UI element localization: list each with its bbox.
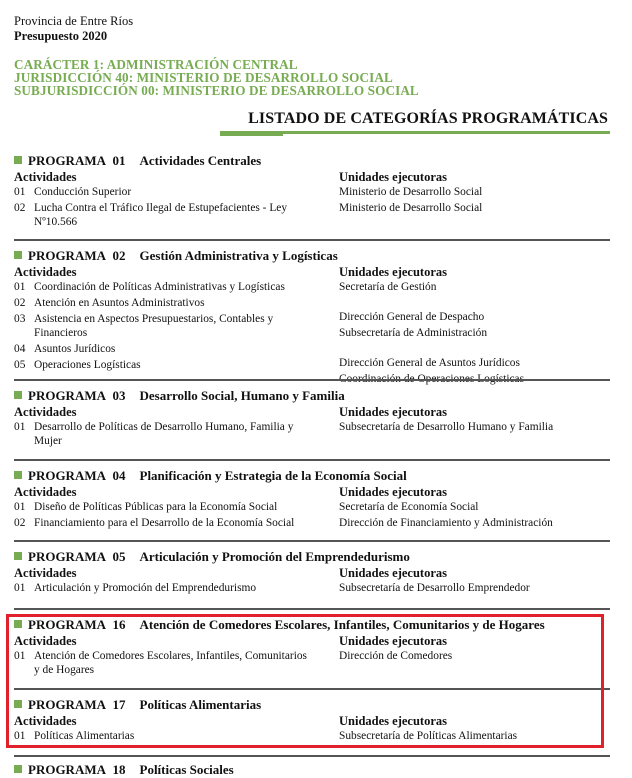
program-number: 04 [112,468,126,483]
units-header: Unidades ejecutoras [339,405,447,419]
province-name: Provincia de Entre Ríos [14,14,134,28]
activity-row [14,312,339,340]
subjurisdiccion-heading: SUBJURISDICCIÓN 00: MINISTERIO DE DESARROLLO SOCIAL [14,83,419,98]
green-square-icon [14,552,22,560]
section-divider [14,608,610,610]
activity-number: 01 [14,281,26,293]
green-square-icon [14,251,22,259]
activity-number: 01 [14,501,26,513]
program-number: 18 [112,762,126,777]
activity-number: 02 [14,517,26,529]
activity-number: 01 [14,582,26,594]
program-name: Planificación y Estrategia de la Economía Social [139,468,407,483]
program-header [14,248,610,264]
executing-unit: Secretaría de Gestión [339,281,437,293]
units-header: Unidades ejecutoras [339,634,447,648]
section-divider [14,379,610,381]
activity-number: 01 [14,421,26,433]
activities-header: Actividades [14,485,77,499]
executing-unit: Subsecretaría de Administración [339,327,488,339]
activity-name: Asistencia en Aspectos Presupuestarios, Contables y Financieros [34,313,274,339]
program-label: PROGRAMA [28,153,106,168]
executing-unit: Ministerio de Desarrollo Social [339,202,483,214]
program-name: Atención de Comedores Escolares, Infantiles, Comunitarios y de Hogares [139,617,545,632]
program-block [14,468,610,546]
activity-name: Operaciones Logísticas [34,359,141,371]
program-label: PROGRAMA [28,762,106,777]
activity-name: Conducción Superior [34,186,132,198]
program-label: PROGRAMA [28,468,106,483]
units-header: Unidades ejecutoras [339,265,447,279]
activity-name: Coordinación de Políticas Administrativas y Logísticas [34,281,285,293]
activity-row [14,516,339,530]
page-title: LISTADO DE CATEGORÍAS PROGRAMÁTICAS [248,110,608,127]
title-underline-accent [220,131,283,136]
activities-column [14,264,339,388]
program-number: 17 [112,697,126,712]
program-block [14,549,610,597]
green-square-icon [14,391,22,399]
activities-column [14,565,339,597]
activity-number: 01 [14,650,26,662]
activities-header: Actividades [14,405,77,419]
units-column [339,484,610,546]
executing-unit: Subsecretaría de Políticas Alimentarias [339,730,518,742]
units-column [339,565,610,597]
program-header [14,388,610,404]
activity-number: 02 [14,297,26,309]
activity-row [14,358,339,372]
section-divider [14,239,610,241]
activity-row [14,500,339,514]
activities-column [14,484,339,546]
executing-unit: Dirección de Financiamiento y Administración [339,517,553,529]
units-column [339,404,610,450]
jurisdiccion-heading: JURISDICCIÓN 40: MINISTERIO DE DESARROLLO SOCIAL [14,70,393,85]
units-column [339,264,610,388]
activity-number: 01 [14,730,26,742]
activity-row [14,280,339,294]
units-header: Unidades ejecutoras [339,485,447,499]
green-square-icon [14,471,22,479]
activity-name: Financiamiento para el Desarrollo de la Economía Social [34,517,295,529]
units-header: Unidades ejecutoras [339,566,447,580]
activity-name: Articulación y Promoción del Emprendedurismo [34,582,257,594]
program-name: Gestión Administrativa y Logísticas [139,248,338,263]
program-name: Políticas Alimentarias [139,697,262,712]
program-number: 02 [112,248,126,263]
activity-row [14,342,339,356]
executing-unit: Dirección General de Despacho [339,311,485,323]
executing-unit: Dirección General de Asuntos Jurídicos [339,357,520,369]
activity-row [14,296,339,310]
caracter-heading: CARÁCTER 1: ADMINISTRACIÓN CENTRAL [14,57,298,72]
program-header [14,153,610,169]
program-label: PROGRAMA [28,549,106,564]
executing-unit: Subsecretaría de Desarrollo Emprendedor [339,582,530,594]
activity-number: 03 [14,313,26,325]
activity-number: 01 [14,186,26,198]
activity-name: Políticas Alimentarias [34,730,135,742]
activity-row [14,420,339,448]
program-name: Políticas Sociales [139,762,234,777]
section-divider [14,755,610,757]
program-number: 01 [112,153,126,168]
budget-year: Presupuesto 2020 [14,29,108,43]
program-label: PROGRAMA [28,697,106,712]
activity-number: 04 [14,343,26,355]
activities-header: Actividades [14,634,77,648]
program-block [14,762,610,778]
program-number: 16 [112,617,126,632]
activity-name: Asuntos Jurídicos [34,343,116,355]
executing-unit: Ministerio de Desarrollo Social [339,186,483,198]
program-name: Desarrollo Social, Humano y Familia [139,388,345,403]
section-divider [14,459,610,461]
program-label: PROGRAMA [28,388,106,403]
program-header [14,762,610,778]
activity-row [14,185,339,199]
program-block [14,248,610,388]
activity-row [14,201,339,229]
activity-name: Diseño de Políticas Públicas para la Economía Social [34,501,278,513]
activity-number: 02 [14,202,26,214]
units-header: Unidades ejecutoras [339,714,447,728]
program-header [14,549,610,565]
green-square-icon [14,156,22,164]
program-header [14,468,610,484]
executing-unit: Secretaría de Economía Social [339,501,479,513]
program-label: PROGRAMA [28,617,106,632]
highlight-box [6,614,604,748]
program-number: 03 [112,388,126,403]
section-divider [14,540,610,542]
program-name: Articulación y Promoción del Emprendedurismo [139,549,410,564]
program-label: PROGRAMA [28,248,106,263]
activities-column [14,404,339,450]
activities-column [14,169,339,231]
activities-header: Actividades [14,566,77,580]
units-header: Unidades ejecutoras [339,170,447,184]
activity-number: 05 [14,359,26,371]
activity-name: Desarrollo de Políticas de Desarrollo Humano, Familia y Mujer [34,421,294,447]
activity-name: Atención de Comedores Escolares, Infantiles, Comunitarios y de Hogares [34,650,307,676]
activity-name: Lucha Contra el Tráfico Ilegal de Estupefacientes - Ley Nº10.566 [34,202,288,228]
activity-name: Atención en Asuntos Administrativos [34,297,205,309]
units-column [339,169,610,231]
executing-unit: Dirección de Comedores [339,650,453,662]
program-block [14,153,610,231]
activities-header: Actividades [14,714,77,728]
activity-row [14,581,339,595]
green-square-icon [14,765,22,773]
activities-header: Actividades [14,265,77,279]
activities-header: Actividades [14,170,77,184]
program-block [14,388,610,450]
executing-unit: Subsecretaría de Desarrollo Humano y Familia [339,421,554,433]
program-name: Actividades Centrales [139,153,262,168]
program-number: 05 [112,549,126,564]
